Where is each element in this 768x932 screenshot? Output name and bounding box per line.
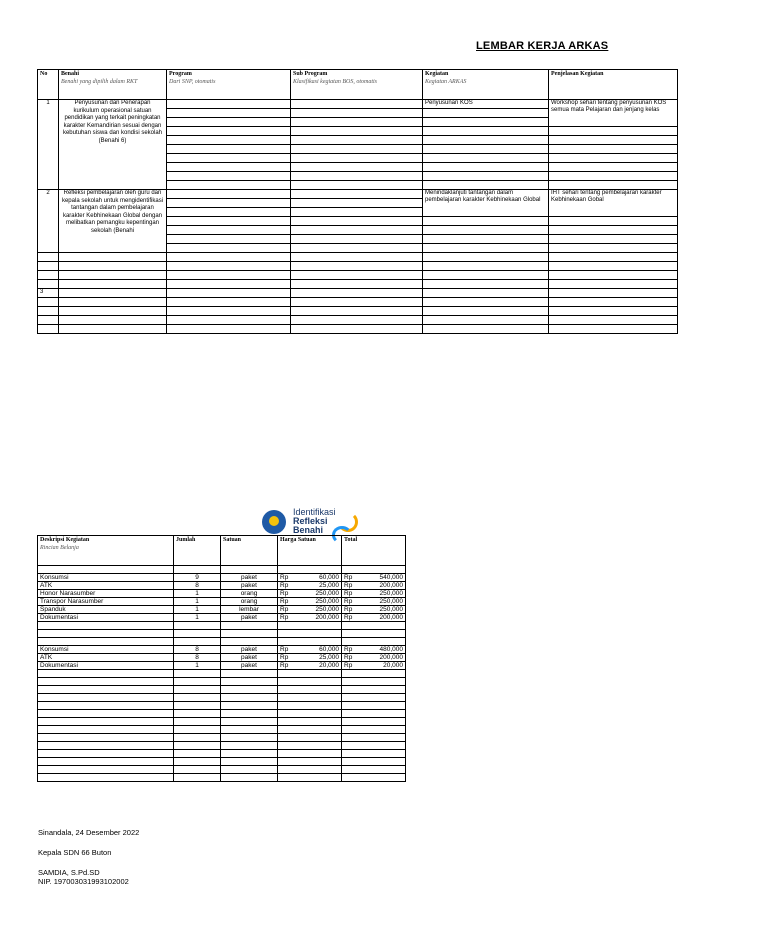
signature-nip: NIP. 197003031993102002 bbox=[38, 877, 129, 886]
header-sub-program: Sub Program Klasifikasi kegiatan BOS, otomatis bbox=[291, 70, 423, 100]
desc-cell: Spanduk bbox=[38, 606, 174, 614]
header-kegiatan: Kegiatan Kegiatan ARKAS bbox=[423, 70, 549, 100]
total-cell: 200,000 bbox=[355, 614, 406, 622]
price-cell: 60,000 bbox=[291, 574, 342, 582]
table-row bbox=[38, 654, 406, 662]
table-row bbox=[38, 325, 678, 334]
table-row bbox=[38, 662, 406, 670]
table-row bbox=[38, 766, 406, 774]
unit-cell: paket bbox=[221, 574, 278, 582]
row-number: 3 bbox=[38, 289, 59, 298]
row-number: 2 bbox=[38, 190, 59, 253]
currency-cell: Rp bbox=[342, 654, 355, 662]
unit-cell: paket bbox=[221, 662, 278, 670]
table-row bbox=[38, 774, 406, 782]
table-row bbox=[38, 606, 406, 614]
desc-cell: Transpor Narasumber bbox=[38, 598, 174, 606]
table-row bbox=[38, 590, 406, 598]
currency-cell: Rp bbox=[342, 662, 355, 670]
table-row bbox=[38, 566, 406, 574]
currency-cell: Rp bbox=[278, 654, 291, 662]
currency-cell: Rp bbox=[278, 606, 291, 614]
logo-line-3: Benahi bbox=[293, 525, 324, 535]
unit-cell: orang bbox=[221, 598, 278, 606]
page-title: LEMBAR KERJA ARKAS bbox=[476, 40, 609, 52]
total-cell: 250,000 bbox=[355, 590, 406, 598]
price-cell: 200,000 bbox=[291, 614, 342, 622]
table-row bbox=[38, 750, 406, 758]
price-cell: 250,000 bbox=[291, 606, 342, 614]
unit-cell: paket bbox=[221, 654, 278, 662]
price-cell: 250,000 bbox=[291, 598, 342, 606]
qty-cell: 8 bbox=[174, 582, 221, 590]
currency-cell: Rp bbox=[278, 574, 291, 582]
table-row bbox=[38, 686, 406, 694]
table-row bbox=[38, 262, 678, 271]
benahi-cell: Refleksi pembelajaran oleh guru dan kepala sekolah untuk mengidentifikasi tantangan dalam pembelajaran karakter Kebhinekaan Global dengan melibatkan pemangku kepentingan sekolah (Benahi bbox=[59, 190, 167, 253]
desc-cell: ATK bbox=[38, 582, 174, 590]
total-cell: 200,000 bbox=[355, 582, 406, 590]
table-row bbox=[38, 694, 406, 702]
table-row bbox=[38, 670, 406, 678]
header-harga-satuan: Harga Satuan bbox=[278, 536, 342, 566]
table-row bbox=[38, 307, 678, 316]
table-row bbox=[38, 646, 406, 654]
signature-name: SAMDIA, S.Pd.SD bbox=[38, 868, 100, 877]
table-row bbox=[38, 710, 406, 718]
table-row bbox=[38, 574, 406, 582]
qty-cell: 1 bbox=[174, 590, 221, 598]
qty-cell: 9 bbox=[174, 574, 221, 582]
currency-cell: Rp bbox=[342, 606, 355, 614]
desc-cell: Dokumentasi bbox=[38, 614, 174, 622]
header-no: No bbox=[38, 70, 59, 100]
table-row bbox=[38, 298, 678, 307]
kegiatan-cell: Penyusunan KOS bbox=[423, 100, 549, 109]
total-cell: 200,000 bbox=[355, 654, 406, 662]
currency-cell: Rp bbox=[342, 646, 355, 654]
table-row bbox=[38, 316, 678, 325]
logo-line-1: Identifikasi bbox=[293, 507, 336, 517]
desc-cell: Dokumentasi bbox=[38, 662, 174, 670]
table-row bbox=[38, 638, 406, 646]
signature-role: Kepala SDN 66 Buton bbox=[38, 848, 112, 857]
currency-cell: Rp bbox=[342, 590, 355, 598]
table-row bbox=[38, 100, 678, 109]
currency-cell: Rp bbox=[342, 574, 355, 582]
qty-cell: 1 bbox=[174, 598, 221, 606]
qty-cell: 8 bbox=[174, 654, 221, 662]
desc-cell: ATK bbox=[38, 654, 174, 662]
currency-cell: Rp bbox=[342, 598, 355, 606]
unit-cell: lembar bbox=[221, 606, 278, 614]
price-cell: 25,000 bbox=[291, 654, 342, 662]
total-cell: 20,000 bbox=[355, 662, 406, 670]
table-row bbox=[38, 598, 406, 606]
table-header-row bbox=[38, 536, 406, 566]
unit-cell: paket bbox=[221, 646, 278, 654]
unit-cell: paket bbox=[221, 582, 278, 590]
arkas-worksheet-table bbox=[37, 69, 678, 334]
program-cell bbox=[167, 100, 291, 109]
price-cell: 20,000 bbox=[291, 662, 342, 670]
qty-cell: 1 bbox=[174, 662, 221, 670]
total-cell: 250,000 bbox=[355, 598, 406, 606]
currency-cell: Rp bbox=[278, 598, 291, 606]
table-row bbox=[38, 614, 406, 622]
currency-cell: Rp bbox=[278, 590, 291, 598]
table-row bbox=[38, 718, 406, 726]
table-row bbox=[38, 271, 678, 280]
table-row bbox=[38, 678, 406, 686]
currency-cell: Rp bbox=[342, 614, 355, 622]
unit-cell: paket bbox=[221, 614, 278, 622]
sub-program-cell bbox=[291, 100, 423, 109]
table-row bbox=[38, 734, 406, 742]
signature-place-date: Sinandala, 24 Desember 2022 bbox=[38, 828, 140, 837]
table-row bbox=[38, 758, 406, 766]
table-row bbox=[38, 289, 678, 298]
header-penjelasan: Penjelasan Kegiatan bbox=[549, 70, 678, 100]
qty-cell: 8 bbox=[174, 646, 221, 654]
header-benahi: Benahi Benahi yang dipilih dalam RKT bbox=[59, 70, 167, 100]
desc-cell: Konsumsi bbox=[38, 574, 174, 582]
total-cell: 540,000 bbox=[355, 574, 406, 582]
row-number: 1 bbox=[38, 100, 59, 190]
price-cell: 250,000 bbox=[291, 590, 342, 598]
header-jumlah: Jumlah bbox=[174, 536, 221, 566]
penjelasan-cell: IHT sehari tentang pembelajaran karakter Kebhinekaan Gobal bbox=[549, 190, 678, 217]
currency-cell: Rp bbox=[278, 614, 291, 622]
table-row bbox=[38, 280, 678, 289]
table-row bbox=[38, 190, 678, 199]
table-row bbox=[38, 253, 678, 262]
price-cell: 25,000 bbox=[291, 582, 342, 590]
table-row bbox=[38, 582, 406, 590]
header-deskripsi: Deskripsi Kegiatan Rincian Belanja bbox=[38, 536, 174, 566]
desc-cell: Honor Narasumber bbox=[38, 590, 174, 598]
header-satuan: Satuan bbox=[221, 536, 278, 566]
table-row bbox=[38, 630, 406, 638]
qty-cell: 1 bbox=[174, 606, 221, 614]
table-row bbox=[38, 726, 406, 734]
penjelasan-cell: Workshop sehari tentang penyusunan KOS semua mata Pelajaran dan jenjang kelas bbox=[549, 100, 678, 127]
kegiatan-cell: Menindaklanjuti tantangan dalam pembelajaran karakter Kebhinekaan Global bbox=[423, 190, 549, 217]
benahi-cell: Penyusunan dan Penerapan kurikulum operasional satuan pendidikan yang terkait peningkatan karakter Kemandirian sesuai dengan kebutuhan siswa dan kondisi sekolah (Benahi 6) bbox=[59, 100, 167, 190]
total-cell: 250,000 bbox=[355, 606, 406, 614]
header-program: Program Dari SNP, otomatis bbox=[167, 70, 291, 100]
currency-cell: Rp bbox=[278, 662, 291, 670]
header-total: Total bbox=[342, 536, 406, 566]
total-cell: 480,000 bbox=[355, 646, 406, 654]
tut-wuri-handayani-icon bbox=[262, 510, 286, 534]
table-row bbox=[38, 622, 406, 630]
unit-cell: orang bbox=[221, 590, 278, 598]
table-header-row bbox=[38, 70, 678, 100]
currency-cell: Rp bbox=[342, 582, 355, 590]
price-cell: 60,000 bbox=[291, 646, 342, 654]
table-row bbox=[38, 742, 406, 750]
currency-cell: Rp bbox=[278, 582, 291, 590]
desc-cell: Konsumsi bbox=[38, 646, 174, 654]
qty-cell: 1 bbox=[174, 614, 221, 622]
table-row bbox=[38, 702, 406, 710]
currency-cell: Rp bbox=[278, 646, 291, 654]
budget-table bbox=[37, 535, 406, 782]
logo-line-2: Refleksi bbox=[293, 516, 328, 526]
